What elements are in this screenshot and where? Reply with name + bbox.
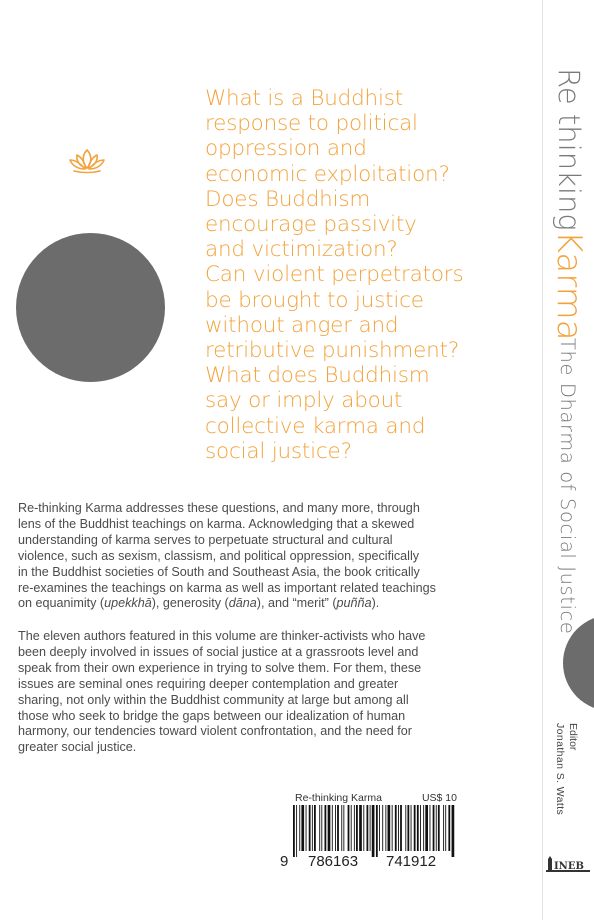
blurb-line: understanding of karma serves to perpetuate structural and cultural — [18, 532, 393, 547]
pali-term-upekkha: upekkhā — [104, 596, 152, 611]
barcode-digits — [280, 853, 460, 873]
blurb-line: lens of the Buddhist teachings on karma. Acknowledging that a skewed — [18, 516, 415, 531]
barcode-bar — [356, 805, 358, 851]
barcode-bar — [423, 805, 424, 851]
barcode-bar — [379, 805, 380, 851]
blurb-line: violence, such as sexism, classism, and political oppression, specifically — [18, 548, 420, 563]
question-line: Does Buddhism — [205, 186, 371, 212]
barcode-bar — [299, 805, 300, 851]
editor-name: Jonathan S. Watts — [554, 723, 566, 816]
barcode-bar — [359, 805, 362, 851]
barcode-bar — [312, 805, 313, 851]
blurb-line: speak from their own experience in trying to solve them. For them, these — [18, 660, 422, 675]
barcode-bar — [420, 805, 421, 851]
blurb-line: been deeply involved in issues of social justice at a grassroots level and — [18, 644, 419, 659]
barcode-lead-digit: 9 — [280, 853, 289, 870]
question-line: retributive punishment? — [205, 338, 460, 364]
blurb-line: those who seek to bridge the gaps between our idealization of human — [18, 708, 406, 723]
question-line: What does Buddhism — [205, 363, 430, 389]
ineb-logo — [544, 855, 592, 875]
question-line: say or imply about — [205, 388, 403, 414]
isbn-barcode — [291, 805, 457, 857]
barcode-bar — [430, 805, 431, 851]
blurb-paragraph-2 — [18, 629, 528, 756]
barcode-bar — [367, 805, 369, 851]
barcode-bar — [293, 805, 295, 857]
blurb-paragraph-1 — [18, 501, 528, 612]
barcode-bar — [452, 805, 455, 857]
question-line: and victimization? — [205, 237, 398, 263]
barcode-bar — [296, 805, 297, 857]
question-violent-perpetrators — [205, 262, 535, 363]
pali-term-dana: dāna — [228, 596, 257, 611]
barcode-bar — [376, 805, 378, 857]
barcode-left-digits: 786163 — [308, 853, 359, 870]
barcode-bar — [332, 805, 333, 851]
barcode-bar — [372, 805, 375, 857]
barcode-bar — [363, 805, 364, 851]
question-line: Can violent perpetrators — [205, 262, 464, 288]
barcode-bar — [337, 805, 339, 851]
barcode-right-digits: 741912 — [386, 853, 437, 870]
barcode-bar — [341, 805, 342, 851]
barcode-bar — [321, 805, 322, 851]
spine-subtitle: The Dharma of Social Justice — [556, 338, 579, 635]
editor-label: Editor — [567, 723, 579, 751]
barcode-bar — [398, 805, 399, 851]
blurb-text: ). — [371, 596, 380, 611]
blurb-line: greater social justice. — [18, 740, 137, 755]
barcode-bar — [343, 805, 344, 851]
barcode-bar — [407, 805, 409, 851]
decorative-grey-disc — [16, 233, 165, 382]
publisher-name: INEB — [554, 861, 584, 872]
question-line: oppression and — [205, 136, 367, 162]
barcode-bar — [354, 805, 355, 851]
blurb-line: re-examines the teachings on karma as well as important related teachings — [18, 580, 436, 595]
blurb-text: on equanimity ( — [18, 596, 105, 611]
spine-editor-credit — [543, 0, 593, 920]
question-line: without anger and — [205, 312, 399, 338]
barcode-bar — [448, 805, 450, 851]
barcode-bar — [417, 805, 419, 851]
barcode-bar — [438, 805, 440, 851]
barcode-bar — [382, 805, 383, 851]
barcode-bar — [433, 805, 435, 851]
barcode-bar — [335, 805, 336, 851]
barcode-book-title: Re-thinking Karma — [295, 792, 382, 804]
barcode-bar — [388, 805, 391, 851]
question-passivity — [205, 187, 535, 263]
barcode-bar — [370, 805, 371, 851]
barcode-bar — [411, 805, 412, 851]
barcode-bar — [328, 805, 331, 851]
barcode-bar — [319, 805, 320, 851]
barcode-bar — [309, 805, 311, 851]
barcode-bar — [445, 805, 446, 851]
barcode-bar — [436, 805, 437, 851]
barcode-bar — [395, 805, 397, 851]
barcode-bar — [351, 805, 352, 851]
barcode-bar — [392, 805, 393, 851]
question-line: be brought to justice — [205, 287, 424, 313]
blurb-line: The eleven authors featured in this volume are thinker-activists who have — [18, 629, 426, 643]
barcode-bar — [400, 805, 402, 851]
barcode-bar — [306, 805, 307, 851]
barcode-bar — [405, 805, 406, 851]
barcode-bar — [314, 805, 316, 851]
back-cover-questions — [205, 86, 535, 464]
blurb-line: harmony, our tendencies toward violent confrontation, and the need for — [18, 724, 412, 739]
question-line: encourage passivity — [205, 212, 417, 238]
question-line: What is a Buddhist — [205, 86, 403, 111]
barcode-bar — [385, 805, 386, 851]
blurb-text: ), generosity ( — [151, 596, 229, 611]
lotus-icon — [66, 146, 108, 174]
spine-title-prefix: Re thinking — [552, 68, 586, 231]
question-line: social justice? — [205, 438, 352, 464]
question-line: economic exploitation? — [205, 161, 450, 187]
pali-term-punna: puñña — [336, 596, 372, 611]
blurb-line: sharing, not only within the Buddhist community at large but among all — [18, 692, 409, 707]
price-label: US$ 10 — [421, 792, 457, 804]
barcode-bar — [325, 805, 327, 851]
blurb-line-terms — [18, 596, 528, 612]
blurb-line: in the Buddhist societies of South and Southeast Asia, the book critically — [18, 564, 420, 579]
question-collective-karma — [205, 363, 535, 464]
barcode-bar — [414, 805, 416, 851]
spine-title-karma: Karma — [549, 230, 589, 341]
blurb-text: ), and “merit” ( — [256, 596, 337, 611]
barcode-bar — [348, 805, 350, 851]
blurb-line: issues are seminal ones requiring deeper contemplation and greater — [18, 676, 399, 691]
barcode-bar — [443, 805, 444, 851]
barcode-bar — [425, 805, 428, 851]
question-line: collective karma and — [205, 413, 426, 439]
question-political-oppression — [205, 86, 535, 187]
blurb-line: Re-thinking Karma addresses these questions, and many more, through — [18, 501, 420, 515]
barcode-bar — [301, 805, 304, 851]
question-line: response to political — [205, 111, 418, 137]
